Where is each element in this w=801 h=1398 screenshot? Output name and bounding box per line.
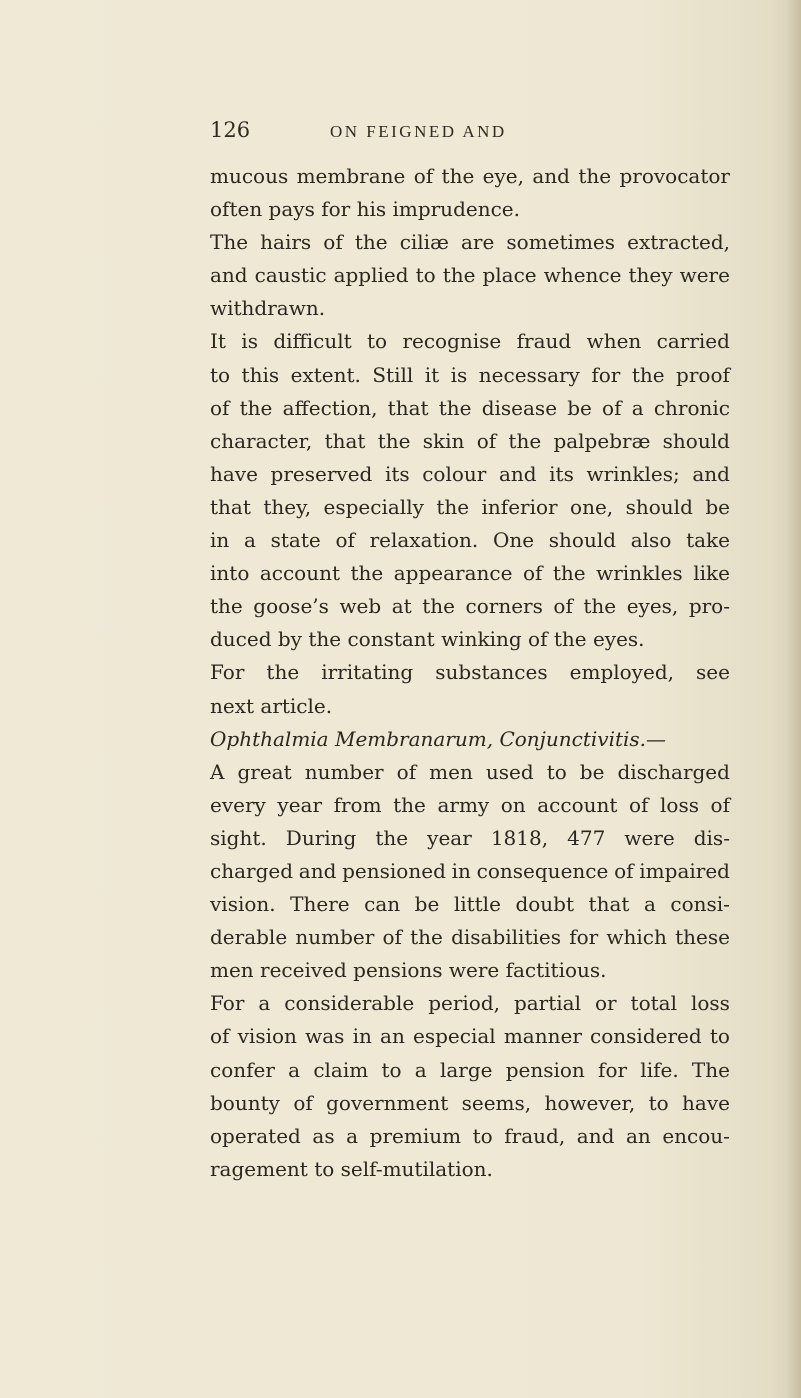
word: the — [583, 594, 617, 619]
text-line — [210, 491, 730, 524]
word: partial — [513, 991, 581, 1016]
word: There — [290, 892, 350, 917]
text-line — [210, 789, 730, 822]
word: for — [591, 362, 621, 387]
word: web — [339, 594, 382, 619]
text-line — [210, 193, 730, 226]
word: total — [630, 991, 677, 1016]
word: wrinkles — [596, 561, 683, 586]
word: when — [586, 329, 642, 354]
text-line — [210, 590, 730, 623]
word: men — [429, 759, 473, 784]
text-line — [210, 1054, 730, 1087]
word: the — [375, 825, 409, 850]
word: fraud, — [504, 1123, 566, 1148]
word: pro- — [688, 594, 730, 619]
word: of — [628, 792, 649, 817]
word: the — [442, 263, 476, 288]
word: of — [522, 561, 543, 586]
word: chronic — [653, 395, 730, 420]
word: in — [352, 1024, 372, 1049]
word: encou- — [662, 1123, 730, 1148]
word: loss — [690, 991, 730, 1016]
word: seems, — [461, 1090, 532, 1115]
page-number: 126 — [210, 118, 251, 142]
word: sometimes — [506, 230, 616, 255]
word: number — [304, 759, 384, 784]
word: like — [693, 561, 730, 586]
word: a — [414, 1057, 427, 1082]
word: have — [682, 1090, 730, 1115]
word: consi- — [670, 892, 730, 917]
word: difficult — [273, 329, 352, 354]
word: caustic — [254, 263, 327, 288]
word: the — [350, 561, 384, 586]
word: that — [588, 892, 630, 917]
word: vision. — [210, 892, 276, 917]
word: It — [210, 329, 226, 354]
word: eye, — [482, 164, 524, 188]
word: carried — [656, 329, 730, 354]
word: were — [624, 825, 675, 850]
word: of — [210, 1024, 230, 1049]
word: large — [439, 1057, 493, 1082]
word: in — [451, 858, 471, 883]
word: this — [241, 362, 280, 387]
word: The — [210, 230, 249, 255]
word: discharged — [617, 759, 730, 784]
word: one, — [570, 494, 614, 519]
word: colour — [422, 461, 487, 486]
word: derable — [210, 925, 288, 950]
word: account — [537, 792, 618, 817]
word: the — [508, 428, 542, 453]
section-heading: Ophthalmia Membranarum, Conjunctivitis.— — [210, 726, 667, 751]
word: these — [675, 925, 730, 950]
word: the — [377, 428, 411, 453]
word: character, — [210, 428, 313, 453]
word: which — [606, 925, 667, 950]
word: pension — [505, 1057, 585, 1082]
word: eyes, — [626, 594, 679, 619]
word: of — [602, 395, 622, 420]
text-line — [210, 259, 730, 292]
word: into — [210, 561, 250, 586]
word: the — [631, 362, 665, 387]
text-line — [210, 524, 730, 557]
word: the — [441, 164, 475, 188]
word: extracted, — [627, 230, 730, 255]
word: used — [485, 759, 534, 784]
word: sight. — [210, 825, 267, 850]
word: 1818, — [490, 825, 549, 850]
word: the — [422, 594, 455, 619]
word: a — [631, 395, 644, 420]
word: impaired — [639, 858, 730, 883]
word: that — [210, 494, 251, 519]
word: take — [686, 528, 730, 553]
word: whence — [543, 263, 622, 288]
word: membrane — [296, 164, 406, 188]
word: appearance — [393, 561, 513, 586]
word: of — [614, 858, 634, 883]
word: dis- — [693, 825, 730, 850]
word: the — [438, 395, 472, 420]
word: great — [237, 759, 292, 784]
word: period, — [428, 991, 500, 1016]
word: disease — [481, 395, 558, 420]
word: place — [482, 263, 537, 288]
word: affection, — [282, 395, 378, 420]
text-line — [210, 292, 730, 325]
word: the — [210, 594, 243, 619]
word: to — [415, 263, 436, 288]
word: hairs — [260, 230, 312, 255]
word: is — [241, 329, 258, 354]
word: employed, — [569, 660, 674, 685]
word: government — [326, 1090, 449, 1115]
text-line — [210, 888, 730, 921]
line-text: next article. — [210, 693, 333, 718]
running-head: ON FEIGNED AND — [330, 122, 507, 141]
word: considerable — [284, 991, 415, 1016]
word: see — [696, 660, 730, 685]
word: of — [335, 528, 355, 553]
word: or — [594, 991, 617, 1016]
word: disabilities — [451, 925, 561, 950]
text-line — [210, 392, 730, 425]
text-line — [210, 160, 730, 193]
word: it — [424, 362, 440, 387]
word: and — [576, 1123, 615, 1148]
word: and — [210, 263, 248, 288]
word: to — [381, 1057, 402, 1082]
word: also — [630, 528, 672, 553]
word: the — [552, 561, 586, 586]
word: be — [567, 395, 592, 420]
word: account — [259, 561, 341, 586]
word: and — [532, 164, 570, 188]
word: to — [367, 329, 388, 354]
word: of — [210, 395, 230, 420]
word: of — [476, 428, 497, 453]
word: of — [710, 792, 730, 817]
word: as — [312, 1123, 335, 1148]
word: irritating — [321, 660, 414, 685]
word: of — [382, 925, 402, 950]
text-line — [210, 1120, 730, 1153]
word: and — [692, 461, 730, 486]
line-text: ragement to self-mutilation. — [210, 1156, 493, 1181]
word: manner — [503, 1024, 582, 1049]
word: on — [500, 792, 526, 817]
word: a — [346, 1123, 359, 1148]
word: of — [293, 1090, 313, 1115]
word: a — [643, 892, 656, 917]
word: to — [546, 759, 567, 784]
word: are — [460, 230, 495, 255]
text-line — [210, 325, 730, 358]
word: they — [628, 263, 673, 288]
word: During — [285, 825, 357, 850]
word: ciliæ — [399, 230, 449, 255]
line-text: withdrawn. — [210, 296, 326, 321]
word: and — [498, 461, 537, 486]
word: and — [298, 858, 337, 883]
word: of — [413, 164, 434, 188]
word: that — [387, 395, 429, 420]
word: preserved — [270, 461, 373, 486]
word: the — [578, 164, 612, 188]
word: 477 — [567, 825, 606, 850]
word: little — [453, 892, 501, 917]
text-line — [210, 623, 730, 656]
word: pensioned — [342, 858, 446, 883]
word: A — [210, 759, 225, 784]
word: were — [679, 263, 730, 288]
text-line — [210, 1020, 730, 1053]
word: the — [354, 230, 388, 255]
word: for — [598, 1057, 628, 1082]
word: however, — [544, 1090, 636, 1115]
word: of — [323, 230, 343, 255]
word: extent. — [290, 362, 361, 387]
word: have — [210, 461, 258, 486]
page-header — [210, 118, 730, 150]
word: the — [410, 925, 443, 950]
word: skin — [422, 428, 465, 453]
word: a — [258, 991, 271, 1016]
word: doubt — [515, 892, 575, 917]
word: the — [393, 792, 426, 817]
text-line — [210, 226, 730, 259]
word: year — [427, 825, 472, 850]
word: be — [414, 892, 440, 917]
word: wrinkles; — [586, 461, 680, 486]
line-text: often pays for his imprudence. — [210, 197, 520, 222]
word: Still — [372, 362, 414, 387]
word: its — [549, 461, 574, 486]
heading-line — [210, 723, 730, 756]
word: corners — [465, 594, 543, 619]
word: consequence — [476, 858, 609, 883]
text-line — [210, 756, 730, 789]
word: should — [662, 428, 730, 453]
word: for — [569, 925, 599, 950]
word: the — [239, 395, 273, 420]
word: The — [691, 1057, 730, 1082]
text-line — [210, 458, 730, 491]
text-line — [210, 1087, 730, 1120]
word: inferior — [481, 494, 558, 519]
word: For — [210, 991, 245, 1016]
text-line — [210, 954, 730, 987]
word: that — [324, 428, 366, 453]
word: be — [705, 494, 730, 519]
word: goose’s — [253, 594, 329, 619]
word: to — [709, 1024, 730, 1049]
word: to — [472, 1123, 493, 1148]
text-line — [210, 690, 730, 723]
word: be — [579, 759, 605, 784]
word: bounty — [210, 1090, 280, 1115]
word: confer — [210, 1057, 275, 1082]
word: at — [391, 594, 412, 619]
word: vision — [237, 1024, 297, 1049]
text-line — [210, 987, 730, 1020]
word: applied — [333, 263, 409, 288]
word: For — [210, 660, 245, 685]
word: a — [243, 528, 256, 553]
word: year — [277, 792, 323, 817]
word: premium — [369, 1123, 462, 1148]
word: was — [305, 1024, 345, 1049]
text-line — [210, 855, 730, 888]
word: provocator — [619, 164, 730, 188]
word: mucous — [210, 164, 289, 188]
word: One — [492, 528, 535, 553]
word: is — [450, 362, 468, 387]
word: to — [648, 1090, 669, 1115]
text-line — [210, 1153, 730, 1186]
text-line — [210, 921, 730, 954]
word: should — [625, 494, 693, 519]
word: of — [553, 594, 573, 619]
text-line — [210, 557, 730, 590]
text-line — [210, 656, 730, 689]
word: they, — [263, 494, 312, 519]
text-line — [210, 822, 730, 855]
word: state — [270, 528, 321, 553]
word: relaxation. — [369, 528, 479, 553]
word: in — [210, 528, 230, 553]
word: the — [436, 494, 470, 519]
word: charged — [210, 858, 294, 883]
text-line — [210, 359, 730, 392]
word: army — [437, 792, 490, 817]
word: especially — [323, 494, 424, 519]
word: an — [380, 1024, 405, 1049]
word: operated — [210, 1123, 301, 1148]
word: every — [210, 792, 266, 817]
word: number — [295, 925, 375, 950]
word: the — [266, 660, 300, 685]
word: considered — [590, 1024, 702, 1049]
word: especial — [413, 1024, 496, 1049]
word: necessary — [478, 362, 580, 387]
line-text: duced by the constant winking of the eyes. — [210, 627, 645, 652]
page-edge-shadow — [785, 0, 801, 1398]
word: its — [384, 461, 410, 486]
body-text — [210, 160, 730, 1186]
word: an — [625, 1123, 651, 1148]
word: loss — [660, 792, 699, 817]
line-text: men received pensions were factitious. — [210, 958, 607, 983]
word: substances — [435, 660, 548, 685]
word: to — [210, 362, 231, 387]
word: claim — [313, 1057, 369, 1082]
word: can — [364, 892, 401, 917]
word: fraud — [516, 329, 572, 354]
text-line — [210, 425, 730, 458]
word: palpebræ — [553, 428, 651, 453]
word: should — [548, 528, 617, 553]
word: recognise — [402, 329, 502, 354]
word: life. — [640, 1057, 679, 1082]
word: a — [288, 1057, 301, 1082]
word: proof — [676, 362, 730, 387]
word: of — [396, 759, 417, 784]
word: from — [333, 792, 382, 817]
